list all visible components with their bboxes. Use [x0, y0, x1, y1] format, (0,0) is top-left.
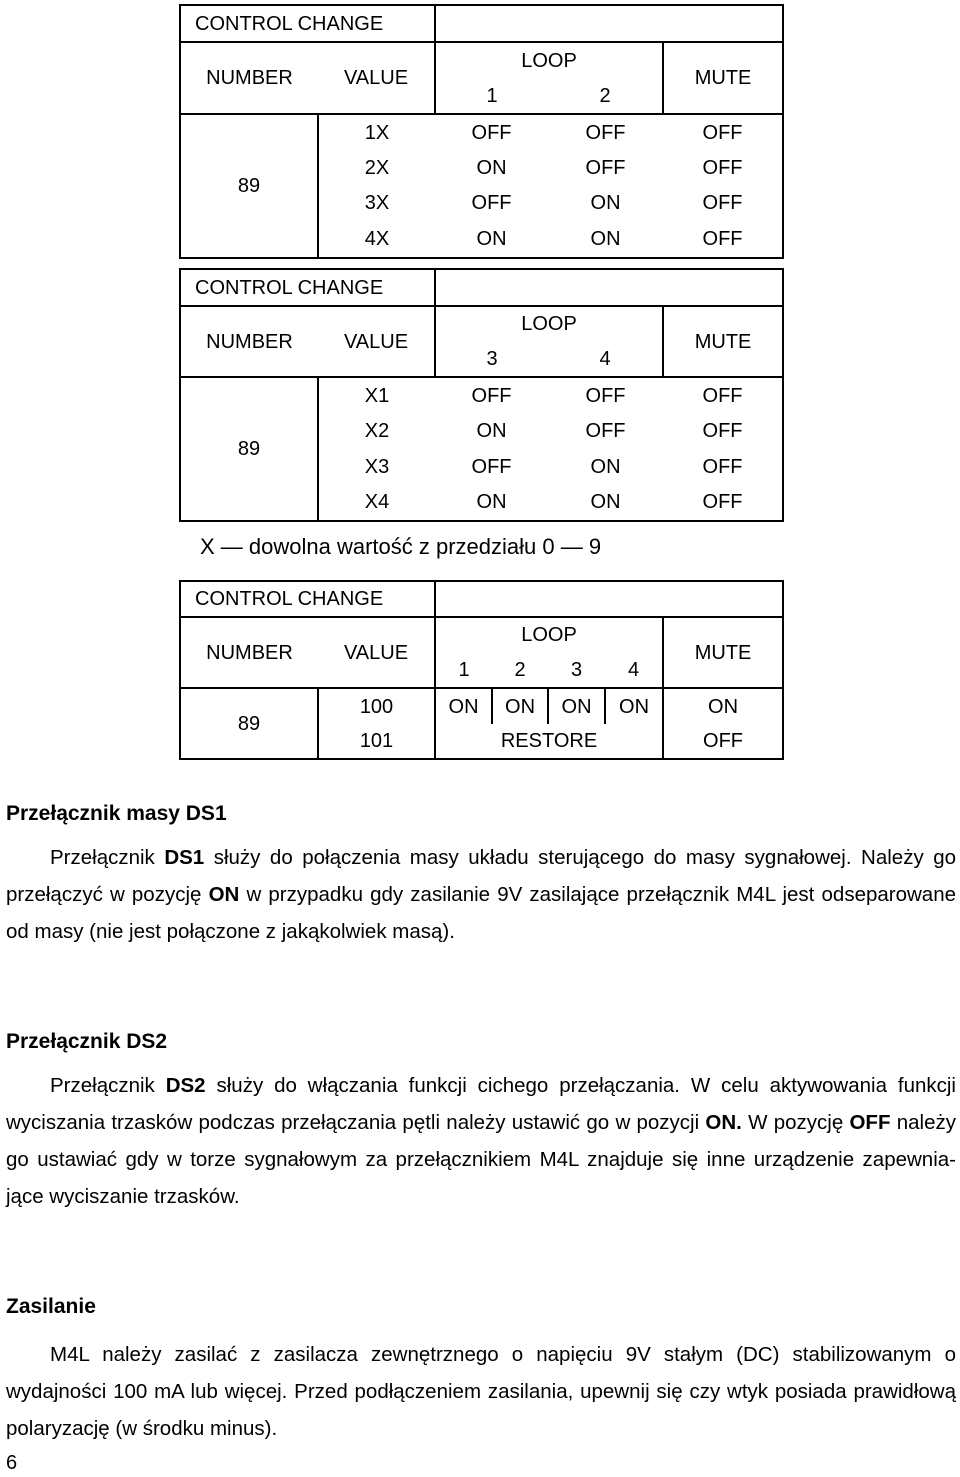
loop-col-4: 4: [605, 652, 663, 688]
loop-cell: ON: [605, 688, 663, 724]
value-header: VALUE: [318, 306, 435, 377]
mute-cell: OFF: [663, 377, 783, 413]
ds2-heading: Przełącznik DS2: [6, 1030, 168, 1053]
value-header: VALUE: [318, 617, 435, 688]
mute-cell: OFF: [663, 185, 783, 221]
value-cell: 4X: [318, 221, 435, 258]
value-cell: X4: [318, 484, 435, 521]
loop-col-1: 1: [435, 652, 492, 688]
control-change-table-3: [179, 580, 784, 760]
loop-cell: ON: [435, 221, 548, 258]
control-change-table-1: [179, 4, 784, 259]
ds1-heading: Przełącznik masy DS1: [6, 802, 227, 825]
number-header: NUMBER: [180, 617, 318, 688]
number-cell: 89: [180, 688, 318, 759]
loop-cell: ON: [476, 420, 507, 442]
value-cell: 2X: [318, 150, 435, 185]
value-cell: 3X: [318, 185, 435, 221]
mute-cell: OFF: [663, 413, 783, 449]
mute-cell: OFF: [663, 449, 783, 484]
value-cell: 1X: [318, 114, 435, 150]
mute-header: MUTE: [663, 42, 783, 114]
loop-cell: ON: [435, 688, 492, 724]
mute-cell: OFF: [663, 221, 783, 258]
mute-header: MUTE: [663, 306, 783, 377]
value-header: VALUE: [318, 42, 435, 114]
mute-cell: OFF: [663, 114, 783, 150]
loop-cell: ON: [492, 688, 548, 724]
loop-col-3: 3: [435, 341, 548, 377]
loop-col-3: 3: [548, 652, 605, 688]
power-paragraph: M4L należy zasilać z zasilacza zewnętrznego o napięciu 9V stałym (DC) stabilizowanym o wydajności 100 mA lub więcej. Przed podłączeniem zasilania, upewnij się czy wtyk posiada prawidłową polaryzację (w środku minus).: [6, 1343, 956, 1440]
loop-col-2: 2: [492, 652, 548, 688]
loop-cell: OFF: [548, 377, 663, 413]
power-heading: Zasilanie: [6, 1295, 96, 1318]
mute-cell: OFF: [663, 724, 783, 759]
number-header: NUMBER: [180, 306, 318, 377]
loop-cell: OFF: [435, 377, 548, 413]
loop-cell: OFF: [471, 192, 512, 214]
loop-header: LOOP: [435, 617, 663, 652]
loop-cell: ON: [590, 455, 621, 478]
value-cell: X1: [318, 377, 435, 413]
value-cell: X2: [318, 413, 435, 449]
value-note: X — dowolna wartość z przedziału 0 — 9: [200, 534, 602, 559]
ds2-paragraph: Przełącznik DS2 służy do włączania funkcji cichego przełączania. W celu aktywowania funkcji wyciszania trzasków podczas przełączania pętli należy ustawić go w pozycji ON. W pozycję OFF należy go ustawiać gdy w torze sygnałowym za przełącznikiem M4L znajduje się inne urządzenie zapewnia-jące wyciszanie trzasków.: [6, 1074, 956, 1208]
loop-cell: ON: [476, 156, 507, 179]
number-cell: 89: [180, 377, 318, 521]
value-cell: X3: [318, 449, 435, 484]
value-cell: 101: [318, 724, 435, 759]
loop-col-1: 1: [435, 78, 548, 114]
mute-cell: OFF: [663, 484, 783, 521]
control-change-table-2: [179, 268, 784, 522]
mute-cell: ON: [663, 688, 783, 724]
loop-cell: OFF: [548, 114, 663, 150]
number-header: NUMBER: [180, 42, 318, 114]
loop-cell: ON: [548, 688, 605, 724]
loop-cell: OFF: [585, 420, 626, 442]
loop-cell: OFF: [585, 156, 626, 179]
mute-cell: OFF: [663, 150, 783, 185]
control-change-header: CONTROL CHANGE: [180, 5, 435, 42]
loop-header: LOOP: [435, 306, 663, 341]
loop-cell: ON: [590, 192, 621, 214]
mute-header: MUTE: [663, 617, 783, 688]
loop-cell: ON: [435, 484, 548, 521]
value-cell: 100: [318, 688, 435, 724]
number-cell: 89: [180, 114, 318, 258]
loop-cell: ON: [548, 221, 663, 258]
loop-col-2: 2: [548, 78, 663, 114]
ds1-paragraph: Przełącznik DS1 służy do połączenia masy układu sterującego do masy sygnałowej. Należy go przełączyć w pozycję ON w przypadku gdy zasilanie 9V zasilające przełącznik M4L jest odseparowane od masy (nie jest połączone z jakąkolwiek masą).: [6, 846, 957, 943]
restore-cell: RESTORE: [435, 724, 663, 759]
control-change-header: CONTROL CHANGE: [180, 269, 435, 306]
control-change-header: CONTROL CHANGE: [180, 581, 435, 617]
loop-cell: OFF: [471, 455, 512, 478]
page-number: 6: [6, 1452, 18, 1474]
loop-header: LOOP: [435, 42, 663, 78]
loop-col-4: 4: [548, 341, 663, 377]
loop-cell: OFF: [435, 114, 548, 150]
loop-cell: ON: [548, 484, 663, 521]
